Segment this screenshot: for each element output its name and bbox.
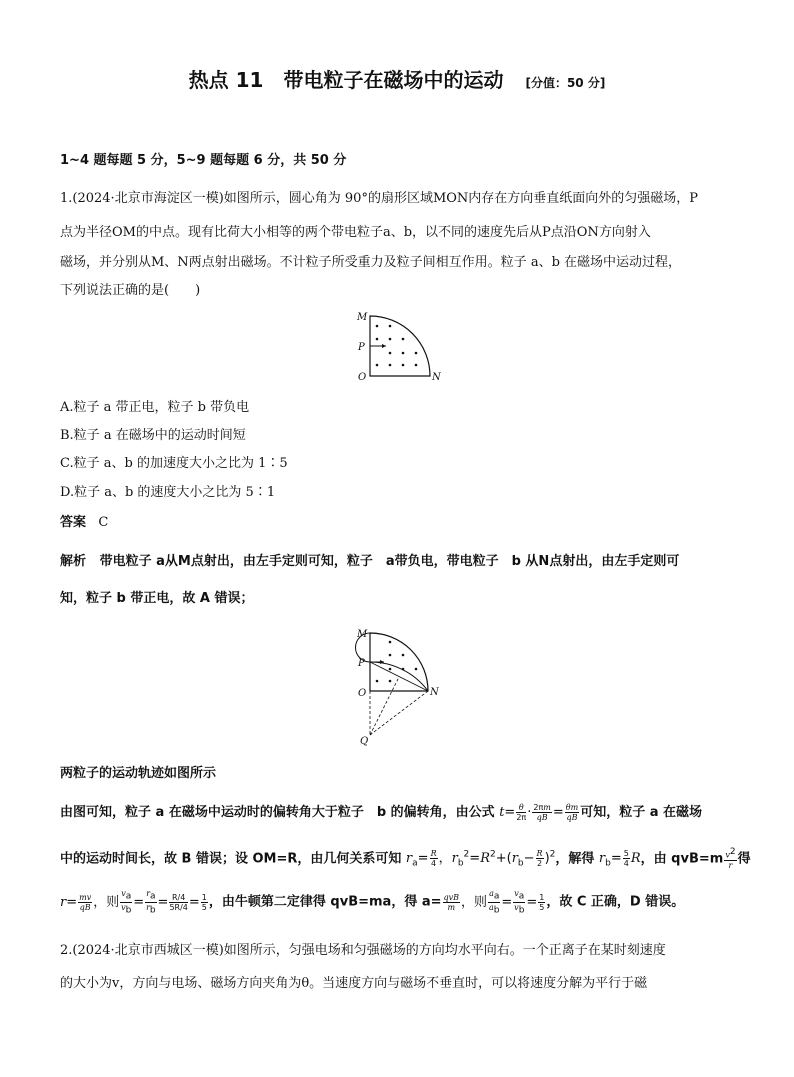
- analysis-label: 解析: [60, 554, 87, 569]
- label-Q: Q: [360, 736, 369, 747]
- q2-line1: 2.(2024·北京市西城区一模)如图所示，匀强电场和匀强磁场的方向均水平向右。一个正离子在某时刻速度: [60, 943, 666, 958]
- analysis-line3: 两粒子的运动轨迹如图所示: [60, 766, 217, 781]
- q1-line2: 点为半径OM的中点。现有比荷大小相等的两个带电粒子a、b，以不同的速度先后从P点沿ON方向射入: [60, 225, 651, 240]
- figure1-sector: [350, 308, 450, 388]
- q1-line3: 磁场，并分别从M、N两点射出磁场。不计粒子所受重力及粒子间相互作用。粒子 a、b 在磁场中运动过程，: [60, 255, 682, 270]
- intro-text: 1~4 题每题 5 分，5~9 题每题 6 分，共 50 分: [60, 153, 347, 168]
- analysis-line4: 由图可知，粒子 a 在磁场中运动时的偏转角大于粒子 b 的偏转角，由公式 t= $\frac{\theta}{2\pi}$ · $\frac{2\pi m}{qB}$ = $\frac{\theta m}{qB}$ 可知，粒子 a 在磁场: [60, 803, 703, 822]
- analysis-line2: 知，粒子 b 带正电，故 A 错误；: [60, 591, 254, 606]
- label-O: O: [358, 372, 367, 383]
- answer-label: 答案: [60, 515, 87, 530]
- figure2-trajectories: [350, 625, 450, 750]
- page-title: [0, 64, 794, 93]
- answer-value: C: [98, 515, 109, 530]
- analysis-line1: [60, 553, 740, 571]
- label-N: N: [432, 372, 441, 383]
- label-M: M: [357, 312, 368, 323]
- title-main: 热点 11 带电粒子在磁场中的运动: [188, 68, 504, 92]
- q1-option-b: B.粒子 a 在磁场中的运动时间短: [60, 428, 246, 443]
- chord-PN: [370, 662, 428, 691]
- q1-line4: 下列说法正确的是( ): [60, 283, 201, 298]
- label-P: P: [358, 658, 365, 669]
- q2-line2: 的大小为v，方向与电场、磁场方向夹角为θ。当速度方向与磁场不垂直时，可以将速度分解为平行于磁: [60, 976, 648, 991]
- analysis-line5: 中的运动时间长，故 B 错误；设 OM=R，由几何关系可知 $r_a=$ $\frac{R}{4}$ ，$r_b^2=R^2+(r_b-$ $\frac{R}{2}$ )$^2$，解得 $r_b=$ $\frac{5}{4}$ R，由 qvB=m $\frac{v^2}{r}$ 得: [60, 847, 751, 870]
- label-N: N: [430, 687, 439, 698]
- label-P: P: [358, 342, 365, 353]
- q1-answer: [60, 514, 740, 532]
- label-O: O: [358, 688, 367, 699]
- dashed-QN: [370, 691, 428, 735]
- title-score: [分值：50 分]: [525, 76, 606, 90]
- analysis-line6: r= $\frac{mv}{qB}$ ，则 $\frac{v_a}{v_b}$ = $\frac{r_a}{r_b}$ = $\frac{R/4}{5R/4}$ = $\frac{1}{5}$ ，由牛顿第二定律得 qvB=ma，得 a= $\frac{\text{qvB}}{m}$ ，则 $\frac{a_a}{a_b}$ = $\frac{v_a}{v_b}$ = $\frac{1}{5}$ ，故 C 正确，D 错误。: [60, 889, 685, 916]
- q1-option-a: A.粒子 a 带正电，粒子 b 带负电: [60, 400, 250, 415]
- q1-option-c: C.粒子 a、b 的加速度大小之比为 1∶5: [60, 456, 288, 471]
- label-M: M: [357, 629, 368, 640]
- q1-option-d: D.粒子 a、b 的速度大小之比为 5∶1: [60, 485, 276, 500]
- q1-line1: 1.(2024·北京市海淀区一模)如图所示，圆心角为 90°的扇形区域MON内存在方向垂直纸面向外的匀强磁场，P: [60, 191, 699, 206]
- analysis-text1: 带电粒子 a从M点射出，由左手定则可知，粒子 a带负电，带电粒子 b 从N点射出，由左手定则可: [99, 554, 680, 569]
- dashed-Q-mid: [370, 677, 399, 735]
